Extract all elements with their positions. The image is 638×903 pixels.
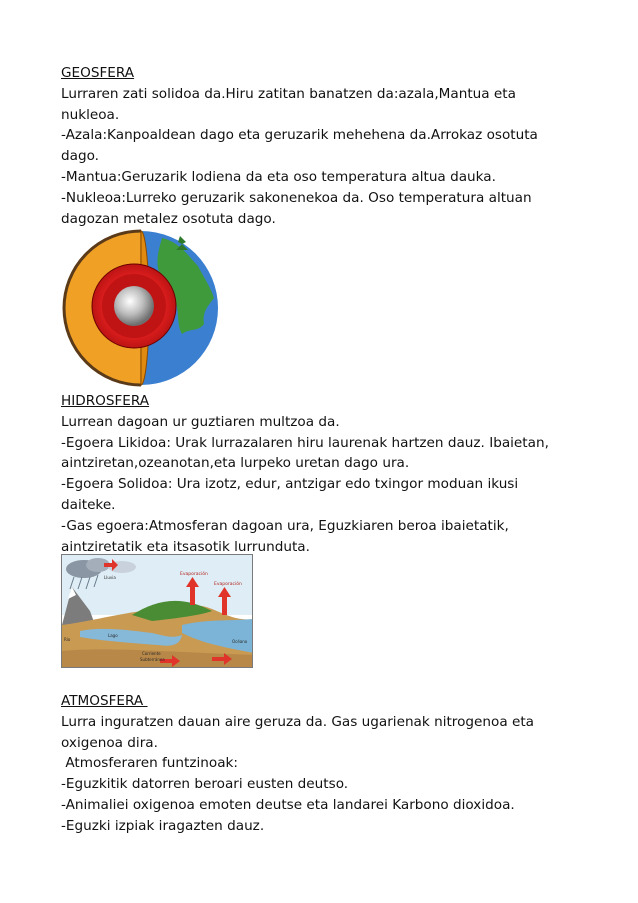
atmosfera-line: -Eguzki izpiak iragazten dauz. (61, 817, 265, 834)
evaporation-label: Evaporación (180, 572, 208, 577)
hidrosfera-line: daiteke. (61, 496, 116, 513)
evaporation-label: Evaporación (214, 582, 242, 587)
hidrosfera-line: aintziretatik eta itsasotik lurrunduta. (61, 538, 310, 555)
rain-label: Lluvia (104, 575, 116, 580)
atmosfera-heading: ATMOSFERA (61, 693, 148, 709)
river-label: Río (64, 637, 71, 642)
geosfera-line: -Nukleoa:Lurreko geruzarik sakonenekoa da. Oso temperatura altuan (61, 189, 532, 206)
earth-layers-illustration (62, 228, 220, 388)
atmosfera-line: Atmosferaren funtzinoak: (61, 755, 238, 772)
lake-label: Lago (108, 633, 118, 638)
atmosfera-line: -Animaliei oxigenoa emoten deutse eta landarei Karbono dioxidoa. (61, 796, 515, 813)
geosfera-line: dago. (61, 148, 99, 165)
ocean-label: Océano (232, 639, 248, 644)
hidrosfera-line: -Gas egoera:Atmosferan dagoan ura, Eguzkiaren beroa ibaietatik, (61, 517, 509, 534)
geosfera-heading: GEOSFERA (61, 65, 135, 81)
hidrosfera-line: Lurrean dagoan ur guztiaren multzoa da. (61, 413, 340, 430)
atmosfera-section (61, 691, 581, 837)
inner-core-layer (114, 286, 154, 326)
water-cycle-illustration (61, 554, 253, 668)
geosfera-line: nukleoa. (61, 106, 120, 123)
geosfera-section (61, 63, 581, 229)
hidrosfera-section (61, 391, 581, 557)
atmosfera-line: Lurra inguratzen dauan aire geruza da. Gas ugarienak nitrogenoa eta (61, 713, 535, 730)
geosfera-line: Lurraren zati solidoa da.Hiru zatitan banatzen da:azala,Mantua eta (61, 85, 516, 102)
hidrosfera-line: -Egoera Solidoa: Ura izotz, edur, antzigar edo txingor moduan ikusi (61, 476, 519, 493)
hidrosfera-line: -Egoera Likidoa: Urak lurrazalaren hiru laurenak hartzen dauz. Ibaietan, (61, 434, 549, 451)
geosfera-line: dagozan metalez osotuta dago. (61, 210, 276, 227)
hidrosfera-heading: HIDROSFERA (61, 393, 150, 409)
hidrosfera-line: aintziretan,ozeanotan,eta lurpeko uretan dago ura. (61, 455, 410, 472)
geosfera-line: -Mantua:Geruzarik lodiena da eta oso temperatura altua dauka. (61, 168, 496, 185)
current-label: Corriente (142, 651, 161, 656)
atmosfera-line: -Eguzkitik datorren beroari eusten deutso. (61, 776, 349, 793)
geosfera-line: -Azala:Kanpoaldean dago eta geruzarik mehehena da.Arrokaz osotuta (61, 127, 538, 144)
underground-label: Subterránea (140, 657, 165, 662)
atmosfera-line: oxigenoa dira. (61, 734, 158, 751)
